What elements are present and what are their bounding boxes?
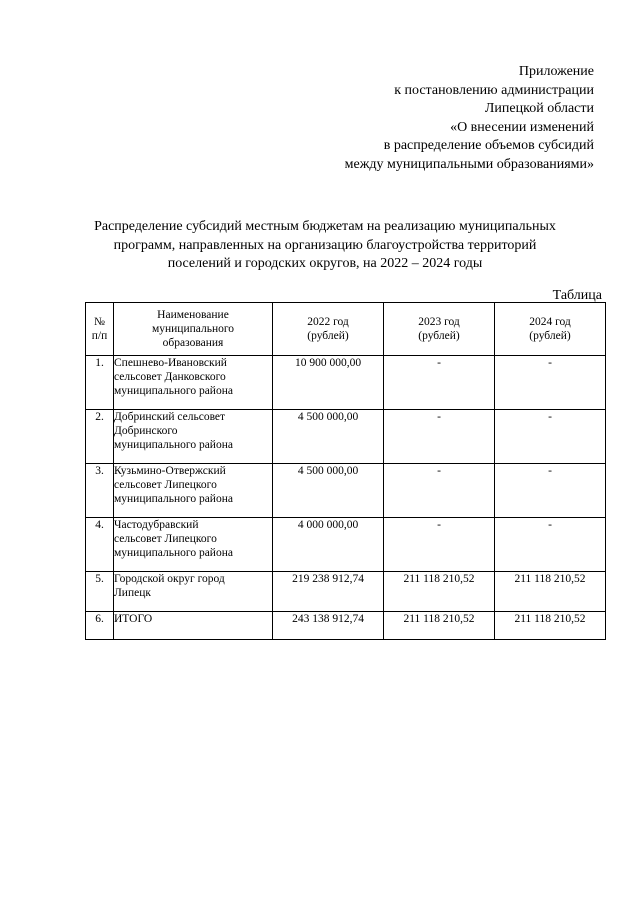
- appendix-line: между муниципальными образованиями»: [344, 156, 594, 172]
- cell-text-line: сельсовет Липецкого: [114, 479, 217, 491]
- cell-text-line: Добринский сельсовет: [114, 411, 226, 423]
- cell-text-line: Добринского: [114, 425, 178, 437]
- cell-text-line: 2023 год: [418, 316, 460, 328]
- cell-text-line: Спешнево-Ивановский: [114, 357, 227, 369]
- row-number: 3.: [86, 464, 114, 518]
- row-2024: -: [495, 518, 606, 572]
- header-name: [114, 303, 273, 356]
- header-num: [86, 303, 114, 356]
- cell-text-line: муниципального района: [114, 385, 233, 397]
- cell-text-line: Наименование: [157, 309, 229, 321]
- row-2024: 211 118 210,52: [495, 572, 606, 612]
- row-2023: -: [384, 410, 495, 464]
- row-2022: 10 900 000,00: [273, 356, 384, 410]
- appendix-line: «О внесении изменений: [450, 119, 594, 135]
- cell-text-line: сельсовет Данковского: [114, 371, 226, 383]
- row-number: 6.: [86, 612, 114, 640]
- header-2024: [495, 303, 606, 356]
- cell-text-line: Липецк: [114, 587, 151, 599]
- header-2022: [273, 303, 384, 356]
- cell-text-line: сельсовет Липецкого: [114, 533, 217, 545]
- cell-text-line: образования: [162, 337, 224, 349]
- row-number: 2.: [86, 410, 114, 464]
- row-2022: 4 500 000,00: [273, 464, 384, 518]
- table-row: [86, 356, 606, 410]
- row-number: 4.: [86, 518, 114, 572]
- row-2022: 219 238 912,74: [273, 572, 384, 612]
- title-line: программ, направленных на организацию благоустройства территорий: [113, 237, 537, 253]
- cell-text-line: 2022 год: [307, 316, 349, 328]
- row-2023: 211 118 210,52: [384, 572, 495, 612]
- row-name: [114, 518, 273, 572]
- row-number: 1.: [86, 356, 114, 410]
- cell-text-line: ИТОГО: [114, 613, 153, 625]
- row-2023: -: [384, 518, 495, 572]
- table-total-row: [86, 612, 606, 640]
- row-2024: 211 118 210,52: [495, 612, 606, 640]
- cell-text-line: п/п: [91, 330, 108, 342]
- table-row: [86, 572, 606, 612]
- table-row: [86, 518, 606, 572]
- table-row: [86, 410, 606, 464]
- row-2023: -: [384, 356, 495, 410]
- row-2024: -: [495, 356, 606, 410]
- row-2023: -: [384, 464, 495, 518]
- row-name: [114, 464, 273, 518]
- row-2022: 4 500 000,00: [273, 410, 384, 464]
- cell-text-line: (рублей): [307, 330, 349, 342]
- row-2023: 211 118 210,52: [384, 612, 495, 640]
- row-2022: 243 138 912,74: [273, 612, 384, 640]
- row-2022: 4 000 000,00: [273, 518, 384, 572]
- title-line: Распределение субсидий местным бюджетам на реализацию муниципальных: [94, 219, 556, 234]
- appendix-line: к постановлению администрации: [394, 82, 594, 98]
- row-name: [114, 612, 273, 640]
- cell-text-line: муниципального: [151, 323, 235, 335]
- cell-text-line: Частодубравский: [114, 519, 199, 531]
- cell-text-line: (рублей): [418, 330, 460, 342]
- cell-text-line: Городской округ город: [114, 573, 225, 585]
- row-2024: -: [495, 410, 606, 464]
- header-2023: [384, 303, 495, 356]
- appendix-line: в распределение объемов субсидий: [383, 138, 594, 154]
- cell-text-line: Кузьмино-Отвержский: [114, 465, 226, 477]
- row-name: [114, 410, 273, 464]
- appendix-line: Приложение: [518, 64, 594, 79]
- row-number: 5.: [86, 572, 114, 612]
- cell-text-line: муниципального района: [114, 439, 233, 451]
- cell-text-line: муниципального района: [114, 493, 233, 505]
- cell-text-line: №: [94, 316, 105, 328]
- appendix-header: [274, 63, 594, 175]
- appendix-line: Липецкой области: [484, 101, 594, 117]
- title-line: поселений и городских округов, на 2022 – 2024 годы: [167, 256, 483, 272]
- subsidy-table: [85, 302, 606, 640]
- cell-text-line: муниципального района: [114, 547, 233, 559]
- table-row: [86, 464, 606, 518]
- cell-text-line: 2024 год: [529, 316, 571, 328]
- row-name: [114, 356, 273, 410]
- cell-text-line: (рублей): [529, 330, 571, 342]
- table-header-row: [86, 303, 606, 356]
- table-caption: Таблица: [552, 288, 602, 303]
- row-name: [114, 572, 273, 612]
- row-2024: -: [495, 464, 606, 518]
- document-title: [40, 218, 610, 274]
